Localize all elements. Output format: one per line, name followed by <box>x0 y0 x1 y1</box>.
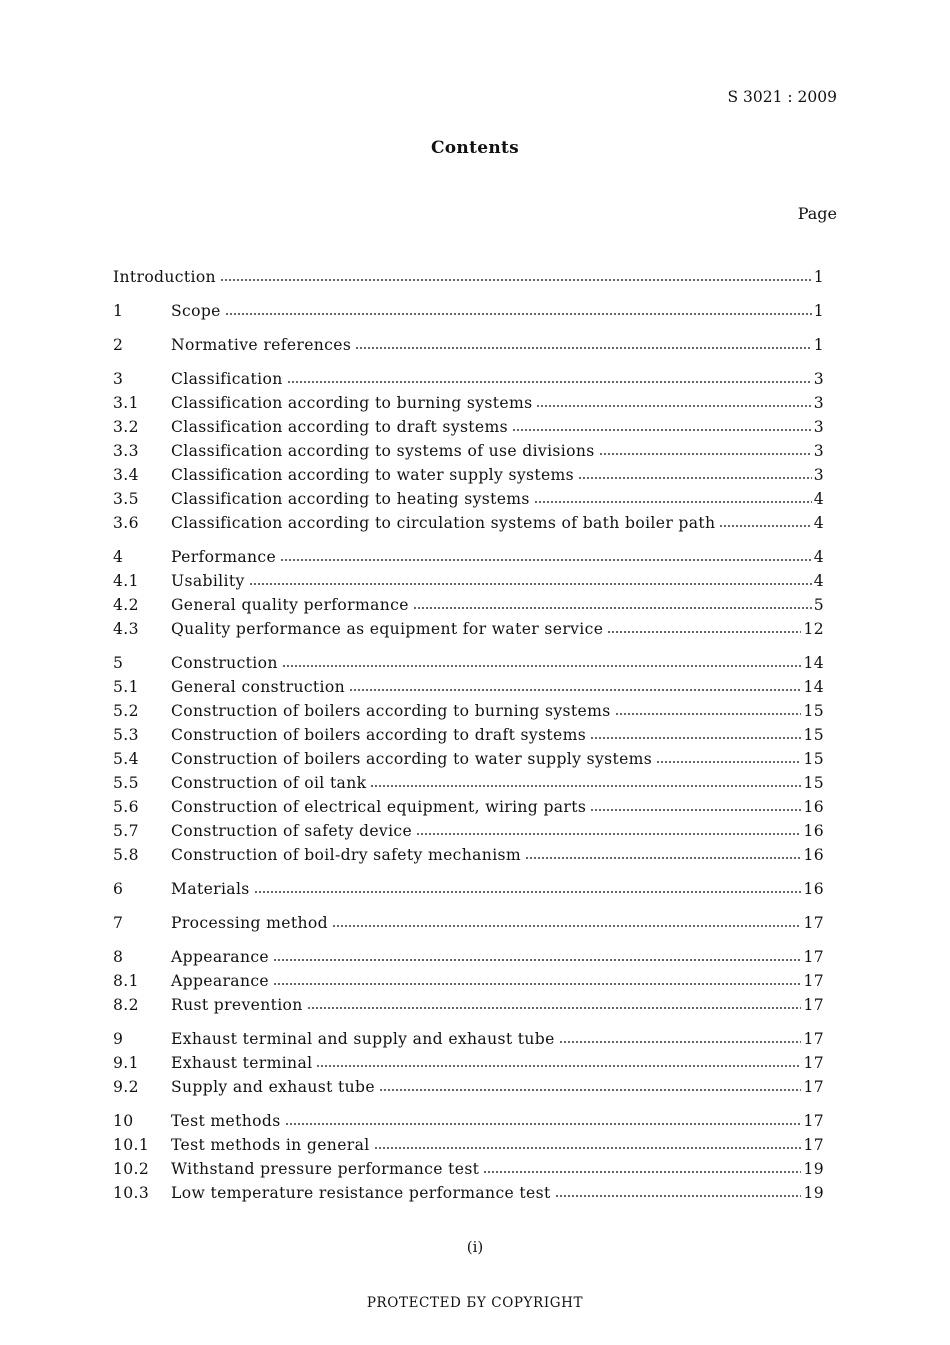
toc-entry-title: Classification according to draft systems <box>171 418 508 436</box>
toc-dot-leader <box>254 891 802 893</box>
toc-page-number: 17 <box>803 1136 824 1154</box>
toc-dot-leader <box>273 983 801 985</box>
toc-page-number: 3 <box>813 370 824 388</box>
toc-section-number: 5.5 <box>113 774 139 792</box>
toc-page-number: 1 <box>813 302 824 320</box>
toc-row[interactable] <box>113 1027 824 1051</box>
toc-section-number: 3.1 <box>113 394 139 412</box>
toc-entry-title: Appearance <box>171 948 270 966</box>
toc-page-number: 17 <box>803 1112 824 1130</box>
toc-entry-title: Materials <box>171 880 250 898</box>
toc-page-number: 5 <box>813 596 824 614</box>
toc-section-number: 3.2 <box>113 418 139 436</box>
toc-row[interactable] <box>113 699 824 723</box>
toc-page-number: 3 <box>813 394 824 412</box>
toc-page-number: 4 <box>813 490 824 508</box>
toc-dot-leader <box>656 761 801 763</box>
toc-section-number: 5 <box>113 654 124 672</box>
toc-section-number: 3.3 <box>113 442 139 460</box>
toc-row[interactable] <box>113 545 824 569</box>
toc-row[interactable] <box>113 487 824 511</box>
toc-entry-title: Normative references <box>171 336 352 354</box>
toc-section-number: 4.1 <box>113 572 139 590</box>
toc-section-number: 8.1 <box>113 972 139 990</box>
toc-dot-leader <box>719 525 811 527</box>
footer-page-number: (i) <box>466 1238 484 1256</box>
toc-row[interactable] <box>113 391 824 415</box>
toc-entry-title: Supply and exhaust tube <box>171 1078 375 1096</box>
toc-entry-title: Classification <box>171 370 283 388</box>
toc-section-number: 8.2 <box>113 996 139 1014</box>
toc-page-number: 17 <box>803 972 824 990</box>
toc-section-number: 6 <box>113 880 124 898</box>
toc-entry-title: Classification according to systems of use divisions <box>171 442 595 460</box>
toc-section-number: 3 <box>113 370 124 388</box>
toc-dot-leader <box>249 583 812 585</box>
toc-dot-leader <box>578 477 812 479</box>
toc-dot-leader <box>282 665 802 667</box>
toc-page-number: 17 <box>803 1078 824 1096</box>
toc-dot-leader <box>555 1195 802 1197</box>
toc-row[interactable] <box>113 945 824 969</box>
toc-row[interactable] <box>113 819 824 843</box>
toc-section-number: 2 <box>113 336 124 354</box>
toc-entry-title: Construction of boilers according to burning systems <box>171 702 611 720</box>
toc-row[interactable] <box>113 415 824 439</box>
toc-entry-title: Construction of boilers according to draft systems <box>171 726 587 744</box>
toc-row[interactable] <box>113 771 824 795</box>
toc-dot-leader <box>512 429 812 431</box>
toc-dot-leader <box>374 1147 802 1149</box>
toc-page-number: 4 <box>813 572 824 590</box>
toc-row[interactable] <box>113 333 824 357</box>
toc-row[interactable] <box>113 439 824 463</box>
toc-section-number: 4 <box>113 548 124 566</box>
toc-page-number: 15 <box>803 702 824 720</box>
toc-row[interactable] <box>113 593 824 617</box>
toc-page-number: 19 <box>803 1160 824 1178</box>
toc-dot-leader <box>416 833 801 835</box>
toc-page-number: 16 <box>803 880 824 898</box>
toc-entry-title: Rust prevention <box>171 996 303 1014</box>
toc-dot-leader <box>316 1065 801 1067</box>
toc-page-number: 15 <box>803 750 824 768</box>
toc-section-number: 9.2 <box>113 1078 139 1096</box>
toc-row[interactable] <box>113 877 824 901</box>
toc-entry-title: Construction of oil tank <box>171 774 367 792</box>
toc-page-number: 16 <box>803 822 824 840</box>
toc-entry-title: Processing method <box>171 914 328 932</box>
toc-row[interactable] <box>113 795 824 819</box>
copyright-notice: PROTECTED БY COPYRIGHT <box>366 1295 584 1311</box>
toc-dot-leader <box>287 381 812 383</box>
toc-page-number: 14 <box>803 654 824 672</box>
toc-entry-title: Test methods in general <box>171 1136 370 1154</box>
toc-page-number: 15 <box>803 726 824 744</box>
toc-entry-title: Quality performance as equipment for water service <box>171 620 604 638</box>
toc-page-number: 15 <box>803 774 824 792</box>
toc-dot-leader <box>355 347 812 349</box>
toc-dot-leader <box>525 857 801 859</box>
toc-section-number: 7 <box>113 914 124 932</box>
toc-section-number: 3.4 <box>113 466 139 484</box>
toc-entry-title: Classification according to circulation systems of bath boiler path <box>171 514 716 532</box>
toc-row[interactable] <box>113 1133 824 1157</box>
toc-section-number: 9.1 <box>113 1054 139 1072</box>
toc-section-number: 4.3 <box>113 620 139 638</box>
toc-page-number: 3 <box>813 418 824 436</box>
toc-row[interactable] <box>113 843 824 867</box>
toc-row[interactable] <box>113 747 824 771</box>
toc-row[interactable] <box>113 511 824 535</box>
page-column-label: Page <box>797 204 837 223</box>
document-number: S 3021 : 2009 <box>727 88 837 106</box>
toc-row[interactable] <box>113 993 824 1017</box>
toc-page-number: 1 <box>813 268 824 286</box>
toc-entry-title: Exhaust terminal and supply and exhaust tube <box>171 1030 555 1048</box>
toc-entry-title: Construction of electrical equipment, wiring parts <box>171 798 587 816</box>
toc-row[interactable] <box>113 463 824 487</box>
toc-dot-leader <box>536 405 811 407</box>
toc-entry-title: Test methods <box>171 1112 281 1130</box>
toc-page-number: 16 <box>803 846 824 864</box>
toc-section-number: 5.7 <box>113 822 139 840</box>
toc-page-number: 17 <box>803 914 824 932</box>
toc-section-number: 5.8 <box>113 846 139 864</box>
toc-entry-title: Classification according to burning systems <box>171 394 533 412</box>
toc-page-number: 17 <box>803 996 824 1014</box>
toc-dot-leader <box>615 713 802 715</box>
toc-dot-leader <box>370 785 801 787</box>
toc-row[interactable] <box>113 299 824 323</box>
toc-section-number: 3.6 <box>113 514 139 532</box>
toc-entry-title: Exhaust terminal <box>171 1054 313 1072</box>
toc-entry-title: Construction of boilers according to water supply systems <box>171 750 653 768</box>
toc-page-number: 12 <box>803 620 824 638</box>
toc-entry-title: Performance <box>171 548 277 566</box>
toc-page-number: 17 <box>803 1030 824 1048</box>
toc-entry-title: Classification according to water supply systems <box>171 466 575 484</box>
toc-row[interactable] <box>113 969 824 993</box>
toc-row[interactable] <box>113 617 824 641</box>
toc-row[interactable] <box>113 723 824 747</box>
toc-section-number: 10.2 <box>113 1160 150 1178</box>
toc-page-number: 1 <box>813 336 824 354</box>
toc-section-number: 10.1 <box>113 1136 150 1154</box>
toc-dot-leader <box>483 1171 801 1173</box>
toc-entry-title: Low temperature resistance performance test <box>171 1184 551 1202</box>
toc-page-number: 4 <box>813 548 824 566</box>
toc-section-number: 1 <box>113 302 124 320</box>
toc-dot-leader <box>280 559 812 561</box>
toc-entry-title: Construction <box>171 654 278 672</box>
toc-dot-leader <box>220 279 812 281</box>
toc-section-number: 5.1 <box>113 678 139 696</box>
toc-dot-leader <box>534 501 812 503</box>
toc-row[interactable] <box>113 1109 824 1133</box>
toc-entry-title: Scope <box>171 302 221 320</box>
toc-entry-title: Introduction <box>113 268 216 286</box>
toc-dot-leader <box>599 453 812 455</box>
toc-entry-title: Withstand pressure performance test <box>171 1160 480 1178</box>
toc-page-number: 17 <box>803 1054 824 1072</box>
toc-row[interactable] <box>113 1075 824 1099</box>
toc-dot-leader <box>590 809 801 811</box>
toc-page-number: 17 <box>803 948 824 966</box>
toc-dot-leader <box>607 631 801 633</box>
toc-page-number: 14 <box>803 678 824 696</box>
toc-section-number: 9 <box>113 1030 124 1048</box>
page-title: Contents <box>430 138 520 158</box>
toc-row[interactable] <box>113 1181 824 1205</box>
toc-row[interactable] <box>113 651 824 675</box>
toc-dot-leader <box>413 607 812 609</box>
toc-page-number: 3 <box>813 466 824 484</box>
toc-entry-title: Appearance <box>171 972 270 990</box>
toc-dot-leader <box>379 1089 802 1091</box>
toc-dot-leader <box>307 1007 802 1009</box>
toc-dot-leader <box>332 925 802 927</box>
toc-section-number: 10.3 <box>113 1184 150 1202</box>
toc-row[interactable] <box>113 1157 824 1181</box>
toc-section-number: 5.2 <box>113 702 139 720</box>
toc-page-number: 3 <box>813 442 824 460</box>
toc-row[interactable] <box>113 675 824 699</box>
toc-page-number: 19 <box>803 1184 824 1202</box>
toc-page-number: 16 <box>803 798 824 816</box>
toc-section-number: 5.4 <box>113 750 139 768</box>
toc-row[interactable] <box>113 569 824 593</box>
toc-entry-title: Construction of boil-dry safety mechanism <box>171 846 522 864</box>
toc-dot-leader <box>590 737 801 739</box>
toc-section-number: 5.3 <box>113 726 139 744</box>
toc-entry-title: Construction of safety device <box>171 822 413 840</box>
toc-page-number: 4 <box>813 514 824 532</box>
toc-entry-title: Usability <box>171 572 245 590</box>
toc-entry-title: Classification according to heating systems <box>171 490 530 508</box>
toc-dot-leader <box>225 313 812 315</box>
toc-section-number: 8 <box>113 948 124 966</box>
table-of-contents <box>113 265 824 1205</box>
toc-dot-leader <box>349 689 801 691</box>
toc-section-number: 4.2 <box>113 596 139 614</box>
toc-dot-leader <box>273 959 801 961</box>
toc-row[interactable] <box>113 1051 824 1075</box>
toc-section-number: 5.6 <box>113 798 139 816</box>
toc-entry-title: General construction <box>171 678 346 696</box>
toc-row[interactable] <box>113 911 824 935</box>
toc-section-number: 10 <box>113 1112 134 1130</box>
toc-row[interactable] <box>113 367 824 391</box>
toc-entry-title: General quality performance <box>171 596 409 614</box>
toc-dot-leader <box>285 1123 802 1125</box>
toc-section-number: 3.5 <box>113 490 139 508</box>
toc-dot-leader <box>559 1041 802 1043</box>
toc-row[interactable] <box>113 265 824 289</box>
